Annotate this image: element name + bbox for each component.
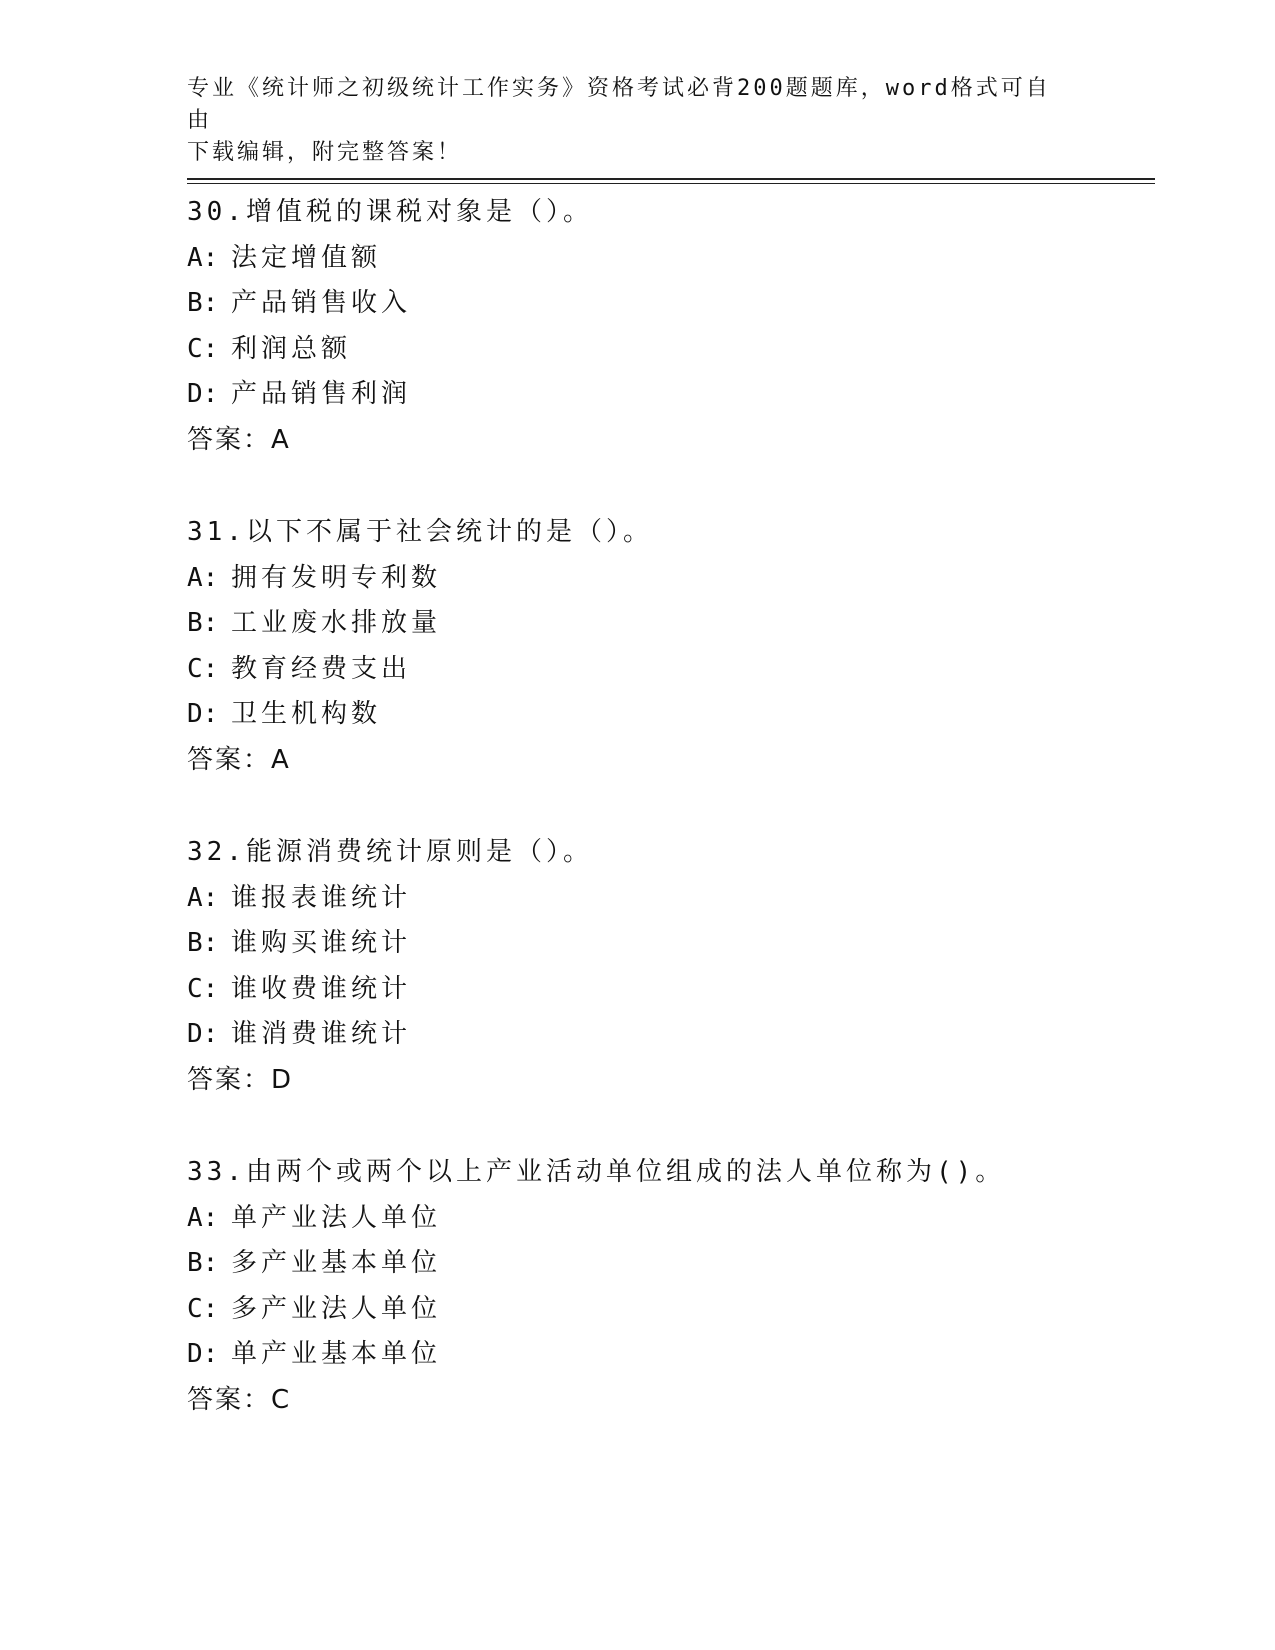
option-key: D:: [187, 379, 219, 410]
option-key: C:: [187, 333, 219, 364]
header-line-2: 下载编辑，附完整答案！: [187, 140, 463, 165]
option-key: A:: [187, 882, 219, 913]
option-key: D:: [187, 1339, 219, 1370]
option-text: 产品销售收入: [231, 288, 412, 319]
option-key: A:: [187, 242, 219, 273]
option-text: 产品销售利润: [231, 379, 412, 410]
option-b: [187, 921, 1155, 967]
option-text: 卫生机构数: [231, 699, 382, 730]
option-key: D:: [187, 699, 219, 730]
option-text: 谁购买谁统计: [231, 928, 412, 959]
option-text: 多产业法人单位: [231, 1293, 442, 1324]
option-text: 单产业法人单位: [231, 1202, 442, 1233]
option-key: B:: [187, 928, 219, 959]
answer-line: 答案：A: [187, 424, 291, 455]
question-31: [187, 510, 1155, 830]
option-c: [187, 967, 1155, 1013]
answer-line: 答案：A: [187, 744, 291, 775]
header-line-1: 专业《统计师之初级统计工作实务》资格考试必背200题题库，word格式可自由: [187, 76, 1051, 133]
option-d: [187, 372, 1155, 418]
question-stem: 33.由两个或两个以上产业活动单位组成的法人单位称为()。: [187, 1157, 1006, 1187]
option-b: [187, 601, 1155, 647]
question-32: [187, 830, 1155, 1150]
option-d: [187, 692, 1155, 738]
option-a: [187, 556, 1155, 602]
document-header: [187, 73, 1067, 169]
option-key: C:: [187, 973, 219, 1004]
question-stem: 30.增值税的课税对象是（）。: [187, 197, 593, 227]
option-d: [187, 1012, 1155, 1058]
header-divider-thin: [187, 183, 1155, 184]
option-d: [187, 1332, 1155, 1378]
option-text: 拥有发明专利数: [231, 562, 442, 593]
option-text: 教育经费支出: [231, 653, 412, 684]
header-divider-thick: [187, 178, 1155, 180]
question-stem: 32.能源消费统计原则是（）。: [187, 837, 593, 867]
option-key: B:: [187, 1248, 219, 1279]
option-b: [187, 281, 1155, 327]
option-key: C:: [187, 653, 219, 684]
option-text: 法定增值额: [231, 242, 382, 273]
answer-line: 答案：D: [187, 1064, 294, 1095]
option-text: 工业废水排放量: [231, 608, 442, 639]
option-text: 利润总额: [231, 333, 352, 364]
option-key: B:: [187, 608, 219, 639]
option-text: 谁收费谁统计: [231, 973, 412, 1004]
question-30: [187, 190, 1155, 510]
question-list: [187, 190, 1155, 1470]
option-key: D:: [187, 1019, 219, 1050]
question-33: [187, 1150, 1155, 1470]
option-text: 多产业基本单位: [231, 1248, 442, 1279]
option-text: 谁消费谁统计: [231, 1019, 412, 1050]
answer-line: 答案：C: [187, 1384, 292, 1415]
option-a: [187, 876, 1155, 922]
option-c: [187, 1287, 1155, 1333]
option-key: C:: [187, 1293, 219, 1324]
option-key: A:: [187, 1202, 219, 1233]
option-c: [187, 327, 1155, 373]
option-a: [187, 1196, 1155, 1242]
option-a: [187, 236, 1155, 282]
option-text: 谁报表谁统计: [231, 882, 412, 913]
option-text: 单产业基本单位: [231, 1339, 442, 1370]
question-stem: 31.以下不属于社会统计的是（）。: [187, 517, 653, 547]
option-key: B:: [187, 288, 219, 319]
option-key: A:: [187, 562, 219, 593]
option-b: [187, 1241, 1155, 1287]
option-c: [187, 647, 1155, 693]
